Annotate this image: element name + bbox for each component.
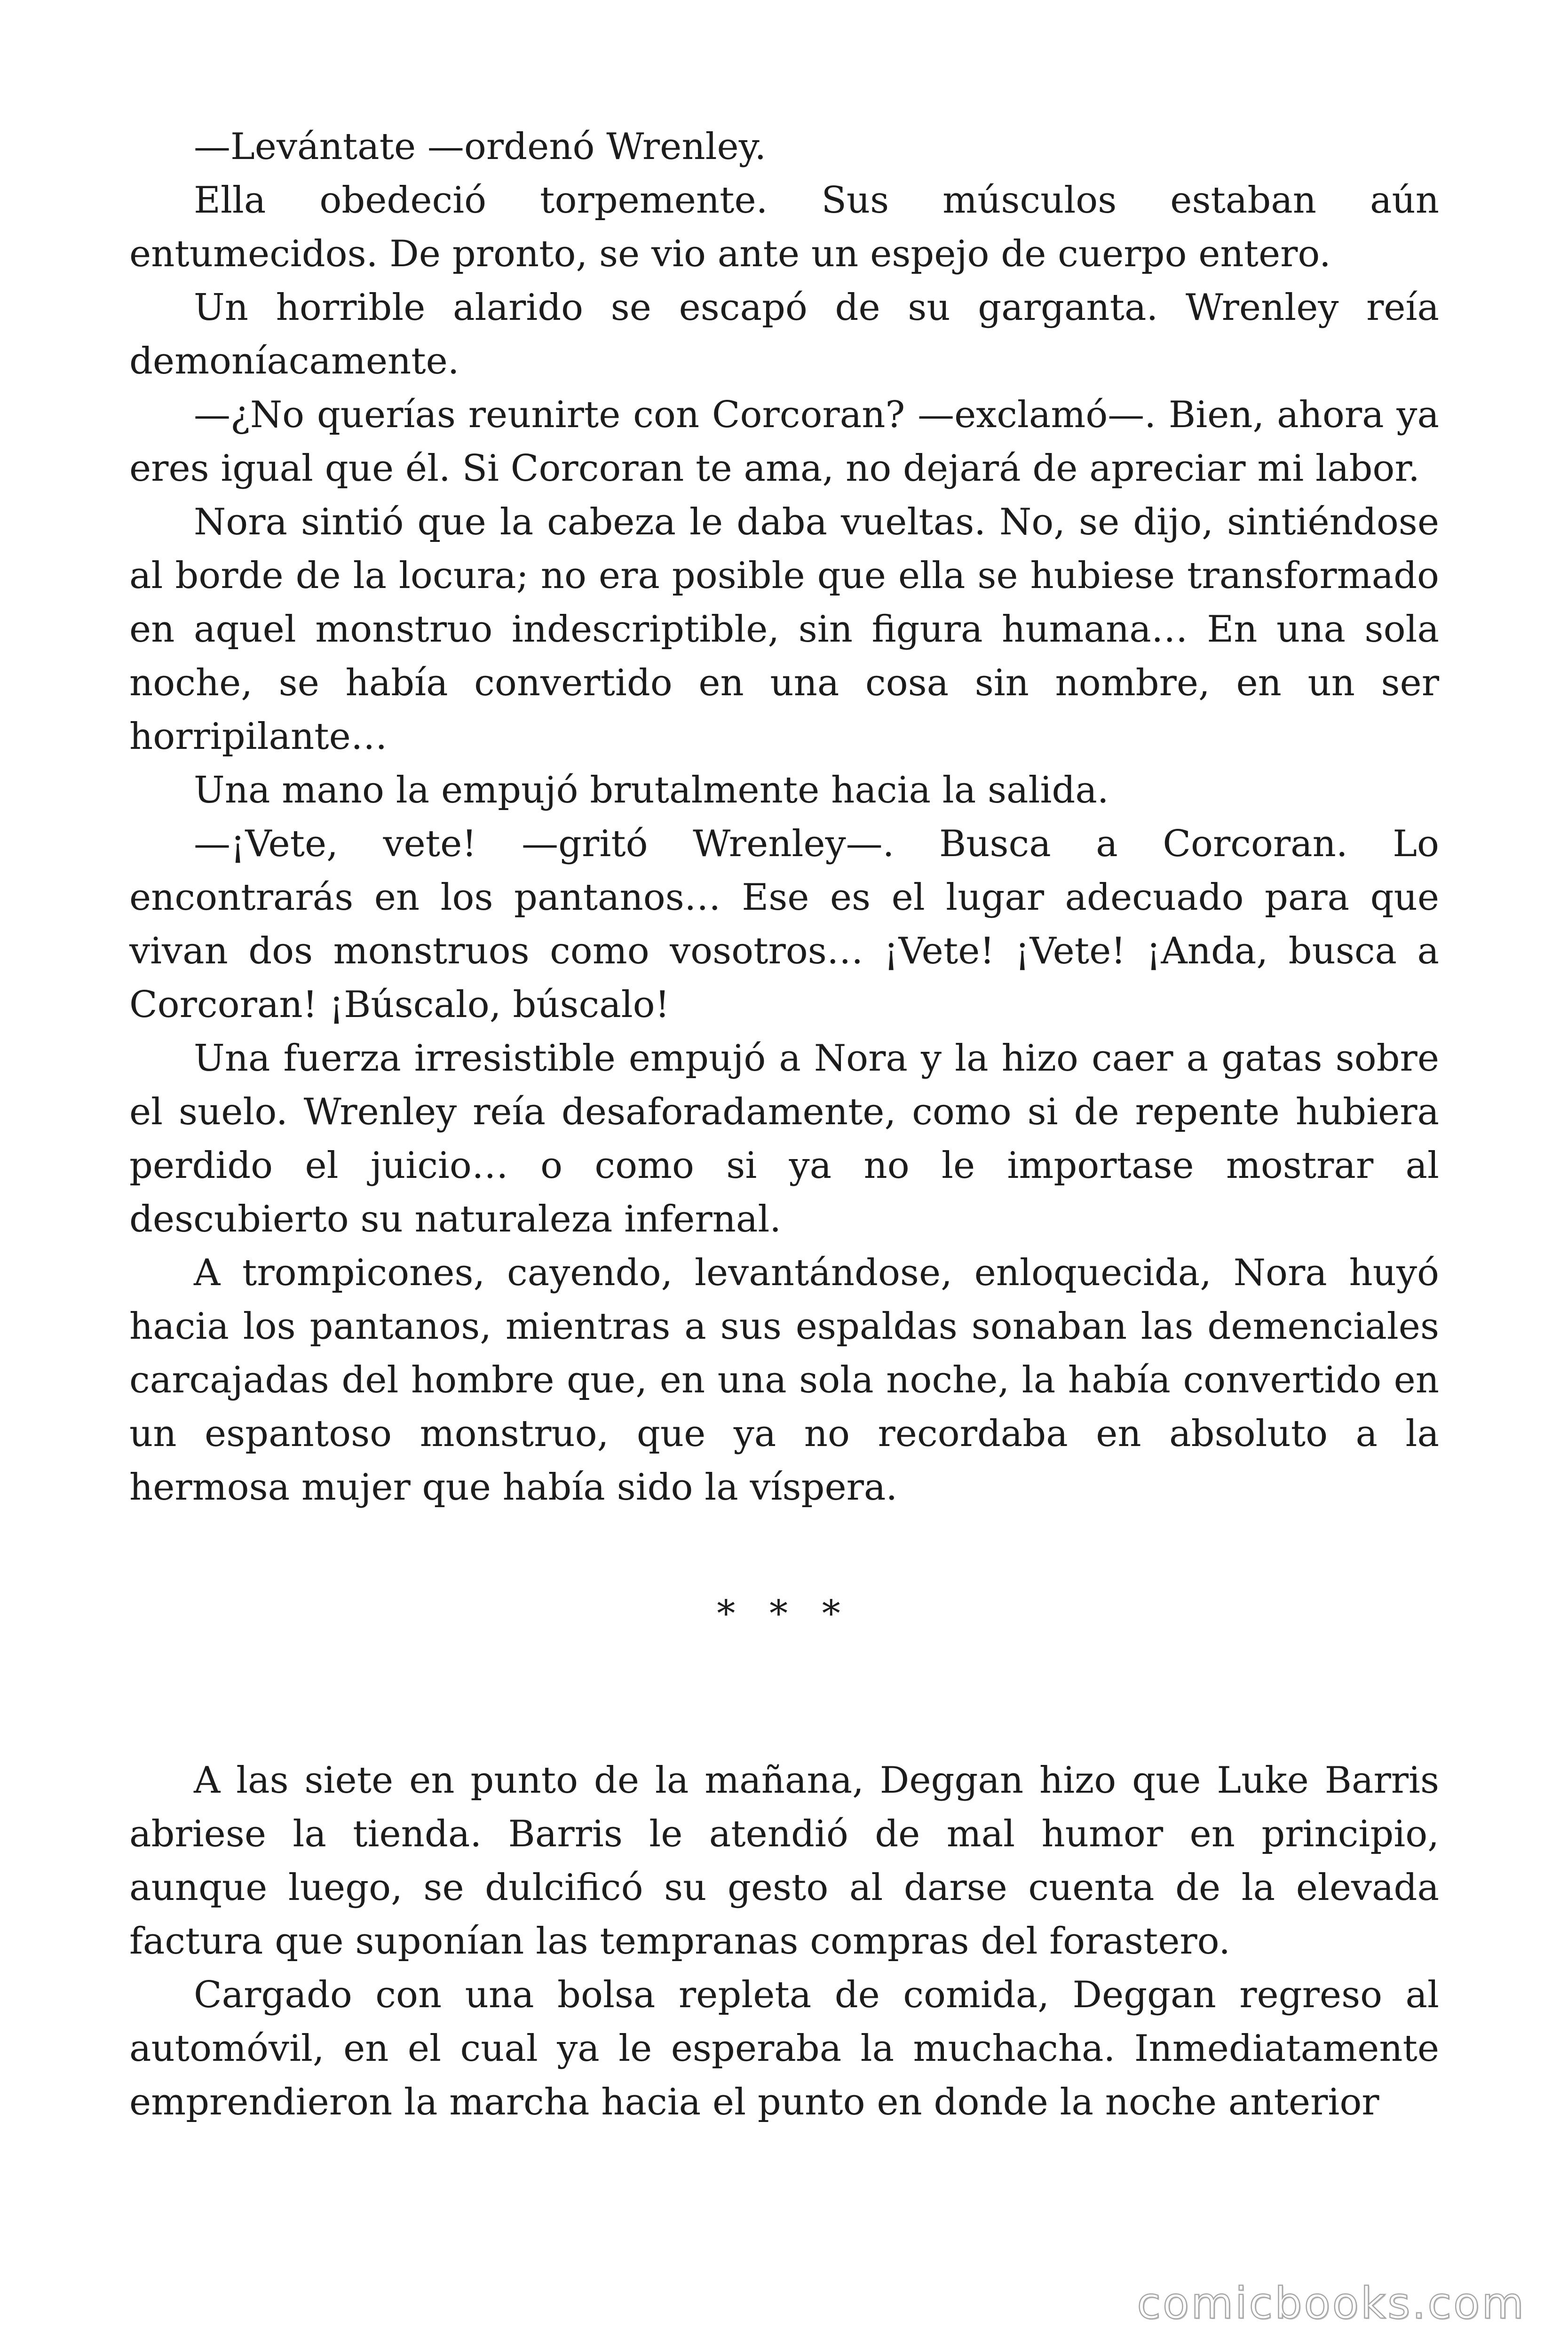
paragraph: A trompicones, cayendo, levantándose, enloquecida, Nora huyó hacia los pantanos, mientras a sus espaldas sonaban las demenciales carcajadas del hombre que, en una sola noche, la había convertido en un espantoso monstruo, que ya no recordaba en absoluto a la hermosa mujer que había sido la víspera. <box>129 1252 1439 1509</box>
section-one <box>129 120 1439 1514</box>
paragraph: Una mano la empujó brutalmente hacia la salida. <box>194 769 1109 811</box>
section-two <box>129 1754 1439 2129</box>
paragraph: Ella obedeció torpemente. Sus músculos estaban aún entumecidos. De pronto, se vio ante un espejo de cuerpo entero. <box>129 179 1439 275</box>
paragraph: —Levántate —ordenó Wrenley. <box>194 126 767 168</box>
paragraph: A las siete en punto de la mañana, Deggan hizo que Luke Barris abriese la tienda. Barris le atendió de mal humor en principio, aunque luego, se dulcificó su gesto al darse cuenta de la elevada factura que suponían las tempranas compras del forastero. <box>129 1759 1439 1963</box>
paragraph: Nora sintió que la cabeza le daba vueltas. No, se dijo, sintiéndose al borde de la locura; no era posible que ella se hubiese transformado en aquel monstruo indescriptible, sin figura humana… En una sola noche, se había convertido en una cosa sin nombre, en un ser horripilante… <box>129 501 1439 758</box>
paragraph: —¿No querías reunirte con Corcoran? —exclamó—. Bien, ahora ya eres igual que él. Si Corcoran te ama, no dejará de apreciar mi labor. <box>129 394 1439 490</box>
watermark: comicbooks.com <box>1137 2278 1526 2328</box>
paragraph: —¡Vete, vete! —gritó Wrenley—. Busca a Corcoran. Lo encontrarás en los pantanos… Ese es el lugar adecuado para que vivan dos monstruos como vosotros… ¡Vete! ¡Vete! ¡Anda, busca a Corcoran! ¡Búscalo, búscalo! <box>129 823 1439 1026</box>
book-page <box>129 120 1439 2129</box>
paragraph: Un horrible alarido se escapó de su garganta. Wrenley reía demoníacamente. <box>129 286 1439 382</box>
scene-separator: * * * <box>717 1593 852 1635</box>
paragraph: Cargado con una bolsa repleta de comida, Deggan regreso al automóvil, en el cual ya le esperaba la muchacha. Inmediatamente emprendieron la marcha hacia el punto en donde la noche anterior <box>129 1974 1439 2123</box>
paragraph: Una fuerza irresistible empujó a Nora y la hizo caer a gatas sobre el suelo. Wrenley reía desaforadamente, como si de repente hubiera perdido el juicio… o como si ya no le importase mostrar al descubierto su naturaleza infernal. <box>129 1037 1439 1240</box>
